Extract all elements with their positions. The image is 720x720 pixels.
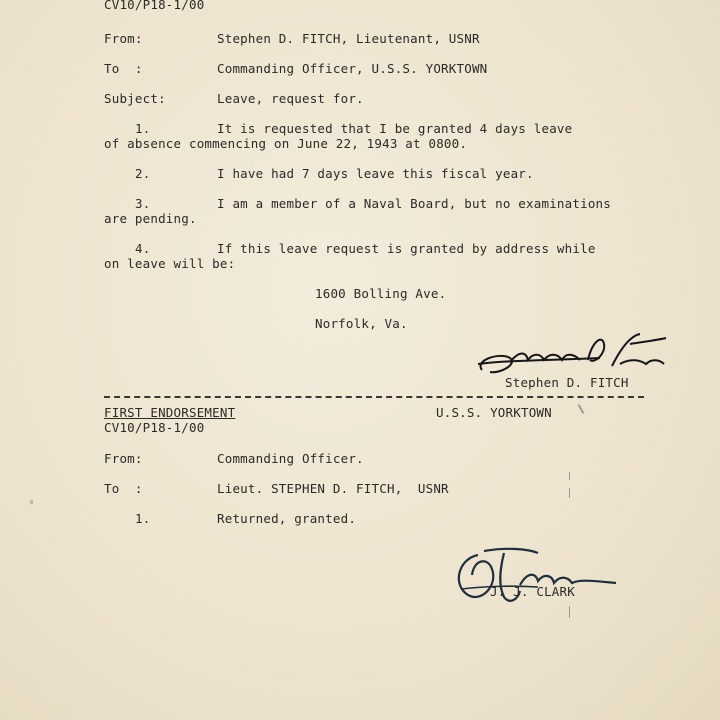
address-city: Norfolk, Va.	[315, 316, 408, 331]
paragraph-1-line-1: It is requested that I be granted 4 days leave	[217, 121, 573, 136]
clark-signature-name: J. J. CLARK	[490, 584, 575, 599]
paragraph-1-number: 1.	[135, 121, 151, 136]
endorsement-ship: U.S.S. YORKTOWN	[436, 405, 552, 420]
to-value: Commanding Officer, U.S.S. YORKTOWN	[217, 61, 488, 76]
paragraph-3-line-1: I am a member of a Naval Board, but no examinations	[217, 196, 612, 211]
paragraph-3-number: 3.	[135, 196, 151, 211]
memo-signature-name: Stephen D. FITCH	[505, 375, 629, 390]
paragraph-1-line-2: of absence commencing on June 22, 1943 at 0800.	[104, 136, 468, 151]
to-label: To :	[104, 61, 143, 76]
dashed-divider	[104, 396, 644, 398]
paragraph-4-number: 4.	[135, 241, 151, 256]
paper-mark	[569, 488, 570, 498]
from-value: Stephen D. FITCH, Lieutenant, USNR	[217, 31, 480, 46]
clark-signature	[448, 545, 623, 610]
paper-mark	[30, 500, 33, 504]
endorsement-to-label: To :	[104, 481, 143, 496]
fitch-signature	[470, 330, 670, 380]
paragraph-2-number: 2.	[135, 166, 151, 181]
endorsement-paragraph-text: Returned, granted.	[217, 511, 357, 526]
address-street: 1600 Bolling Ave.	[315, 286, 447, 301]
paper-mark	[569, 606, 570, 618]
endorsement-file-reference: CV10/P18-1/00	[104, 420, 205, 435]
endorsement-from-label: From:	[104, 451, 143, 466]
paragraph-3-line-2: are pending.	[104, 211, 197, 226]
subject-value: Leave, request for.	[217, 91, 364, 106]
subject-label: Subject:	[104, 91, 166, 106]
file-reference: CV10/P18-1/00	[104, 0, 205, 12]
endorsement-to-value: Lieut. STEPHEN D. FITCH, USNR	[217, 481, 449, 496]
endorsement-from-value: Commanding Officer.	[217, 451, 364, 466]
paper-mark	[569, 472, 570, 480]
endorsement-paragraph-number: 1.	[135, 511, 151, 526]
paragraph-4-line-2: on leave will be:	[104, 256, 236, 271]
paragraph-4-line-1: If this leave request is granted by address while	[217, 241, 596, 256]
paragraph-2-line-1: I have had 7 days leave this fiscal year.	[217, 166, 534, 181]
from-label: From:	[104, 31, 143, 46]
endorsement-title: FIRST ENDORSEMENT	[104, 405, 236, 420]
